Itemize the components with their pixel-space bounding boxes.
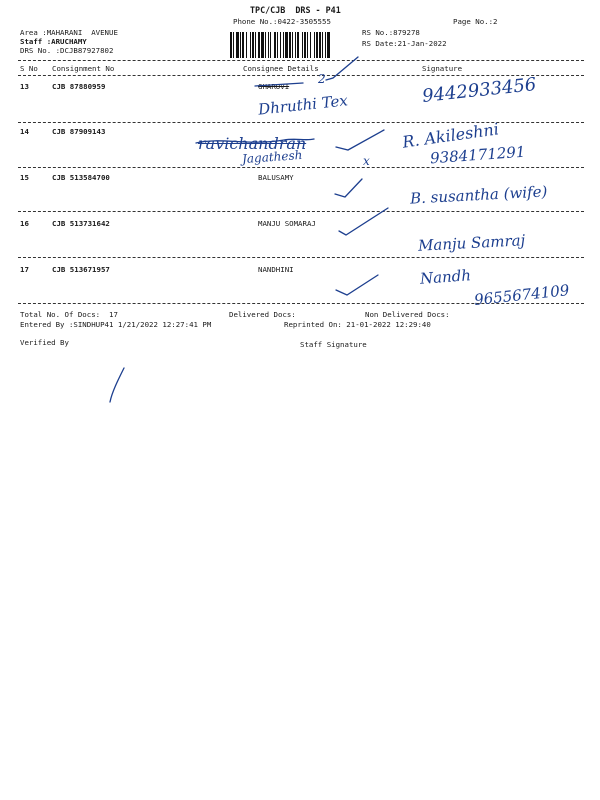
barcode-bar	[285, 32, 288, 58]
barcode-bar	[277, 32, 278, 58]
barcode-bar	[250, 32, 251, 58]
barcode-bar	[295, 32, 296, 58]
total-docs: Total No. Of Docs: 17	[20, 310, 118, 319]
barcode-bar	[258, 32, 260, 58]
barcode-bar	[261, 32, 264, 58]
verified-by-label: Verified By	[20, 338, 69, 347]
barcode-bar	[310, 32, 311, 58]
row-consignment: CJB 513731642	[52, 219, 110, 228]
rs-date: RS Date:21-Jan-2022	[362, 39, 447, 48]
reprinted-on: Reprinted On: 21-01-2022 12:29:40	[284, 320, 431, 329]
handwritten-signature: B. susantha (wife)	[409, 182, 548, 208]
barcode-bar	[283, 32, 284, 58]
handwritten-phone: 9442933456	[421, 74, 538, 107]
row-sno: 15	[20, 173, 29, 182]
handwritten-name: Dhruthi Tex	[257, 91, 349, 119]
barcode-bar	[314, 32, 315, 58]
row-rule	[18, 257, 584, 258]
barcode-bar	[289, 32, 291, 58]
barcode-bar	[307, 32, 308, 58]
staff-signature-label: Staff Signature	[300, 340, 367, 349]
col-header-consignee: Consignee Details	[243, 64, 319, 73]
barcode-bar	[292, 32, 293, 58]
barcode-bar	[230, 32, 232, 58]
barcode-bar	[270, 32, 271, 58]
row-sno: 13	[20, 82, 29, 91]
tick-mark-icon	[339, 208, 388, 235]
barcode-bar	[246, 32, 247, 58]
barcode-bar	[236, 32, 239, 58]
drs-number: DRS No. :DCJB87927802	[20, 46, 114, 55]
handwritten-signature: R. Akileshni	[401, 119, 500, 152]
barcode-bar	[280, 32, 281, 58]
barcode-bar	[304, 32, 306, 58]
barcode-bar	[325, 32, 326, 58]
row-sno: 14	[20, 127, 29, 136]
tick-mark-icon	[336, 275, 378, 295]
handwritten-signature: Manju Samraj	[417, 231, 526, 255]
row-rule	[18, 122, 584, 123]
tick-mark-icon	[336, 130, 384, 150]
barcode-bar	[233, 32, 234, 58]
row-consignment: CJB 87880959	[52, 82, 106, 91]
barcode-bar	[265, 32, 266, 58]
handwritten-signature: Nandh	[419, 266, 472, 288]
row-rule	[18, 211, 584, 212]
column-header-rule	[18, 75, 584, 76]
row-consignee: BALUSAMY	[258, 173, 294, 182]
col-header-sno: S No	[20, 64, 38, 73]
barcode-bar	[297, 32, 299, 58]
handwritten-phone: 9655674109	[473, 281, 571, 309]
barcode-bar	[255, 32, 256, 58]
row-consignee: GHARUVI	[258, 82, 290, 91]
row-sno: 17	[20, 265, 29, 274]
handwritten-phone: 9384171291	[429, 142, 526, 168]
row-consignee: MANJU SOMARAJ	[258, 219, 316, 228]
col-header-signature: Signature	[422, 64, 463, 73]
rs-number: RS No.:879278	[362, 28, 420, 37]
phone-number: Phone No.:0422-3505555	[233, 17, 331, 26]
tick-mark-icon	[335, 179, 362, 197]
barcode-bar	[252, 32, 254, 58]
document-title: TPC/CJB DRS - P41	[250, 5, 341, 15]
barcode-bar	[240, 32, 241, 58]
barcode-image	[230, 32, 356, 58]
handwritten-struck-name: ravichandran	[198, 134, 307, 153]
barcode-bar	[319, 32, 321, 58]
barcode-bar	[322, 32, 323, 58]
col-header-consignment: Consignment No	[52, 64, 115, 73]
row-consignment: CJB 513671957	[52, 265, 110, 274]
handwritten-mark: x	[363, 154, 370, 168]
barcode-bar	[327, 32, 330, 58]
barcode-bar	[242, 32, 244, 58]
entered-by: Entered By :SINDHUP41 1/21/2022 12:27:41 PM	[20, 320, 212, 329]
barcode-bar	[316, 32, 318, 58]
row-rule	[18, 167, 584, 168]
stray-pen-mark	[110, 368, 124, 402]
row-sno: 16	[20, 219, 29, 228]
page-number: Page No.:2	[453, 17, 498, 26]
barcode-bar	[274, 32, 276, 58]
non-delivered-docs: Non Delivered Docs:	[365, 310, 450, 319]
handwritten-mark: 2	[318, 72, 326, 86]
area-field: Area :MAHARANI AVENUE	[20, 28, 118, 37]
barcode-bar	[268, 32, 269, 58]
row-consignment: CJB 513584700	[52, 173, 110, 182]
handwritten-name: Jagathesh	[241, 147, 303, 167]
barcode-bar	[302, 32, 303, 58]
staff-field: Staff :ARUCHAMY	[20, 37, 87, 46]
header-rule	[18, 60, 584, 61]
delivered-docs: Delivered Docs:	[229, 310, 296, 319]
row-consignment: CJB 87909143	[52, 127, 106, 136]
row-consignee: NANDHINI	[258, 265, 294, 274]
